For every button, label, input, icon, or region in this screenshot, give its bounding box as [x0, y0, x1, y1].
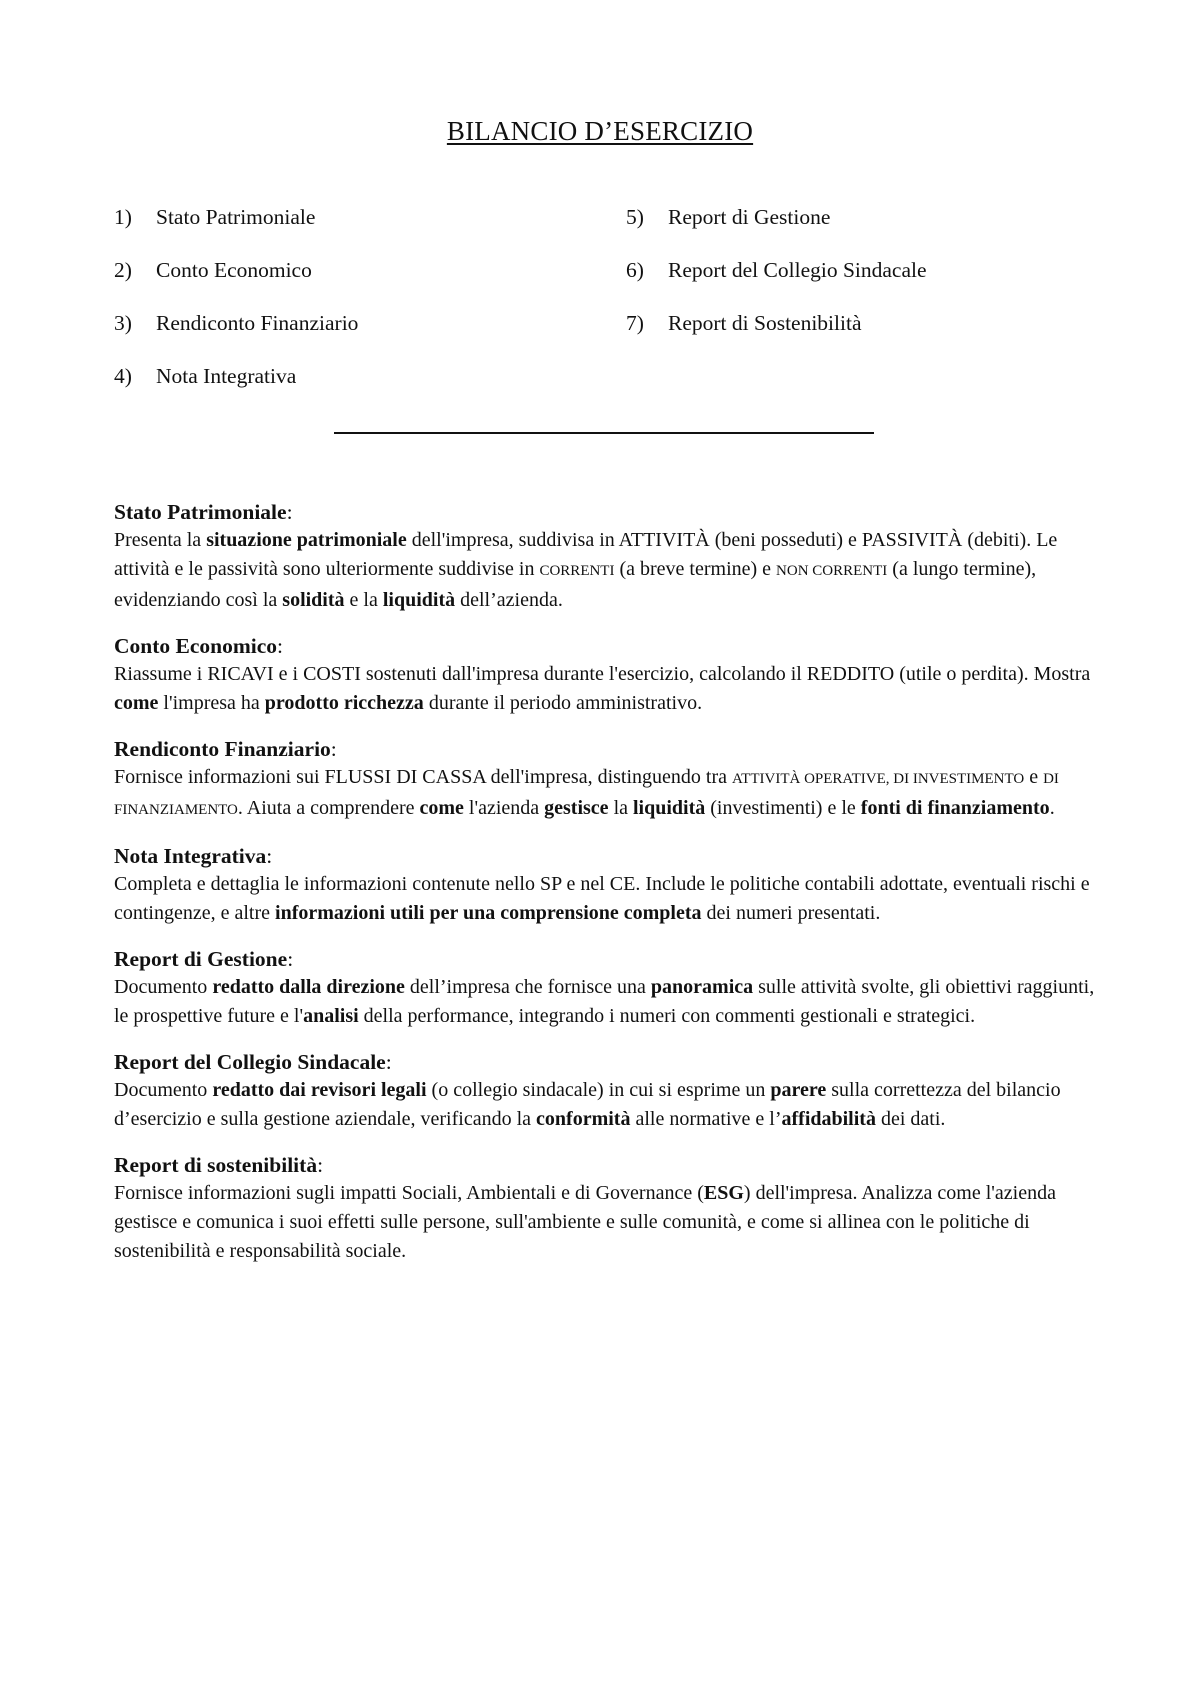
toc-item [114, 257, 358, 310]
body-text: alle normative e l’ [630, 1108, 782, 1130]
toc-label: Stato Patrimoniale [156, 205, 316, 229]
emphasis-text: affidabilità [781, 1108, 876, 1130]
emphasis-text: informazioni utili per una comprensione completa [275, 902, 702, 924]
body-text: (a lungo termine), evidenziando così la [114, 558, 1037, 611]
toc-number: 4) [114, 364, 132, 388]
emphasis-text: redatto dalla direzione [212, 976, 405, 998]
toc-label: Nota Integrativa [156, 364, 297, 388]
section-heading-text: Report di Gestione [114, 947, 288, 971]
section-body [114, 1179, 1099, 1266]
emphasis-text: come [419, 797, 464, 819]
body-text: Presenta la [114, 529, 207, 551]
section-heading-text: Nota Integrativa [114, 844, 267, 868]
body-text: sulla correttezza del bilancio d’esercizio e sulla gestione aziendale, verificando la [114, 1079, 1061, 1130]
section-heading-text: Report del Collegio Sindacale [114, 1050, 386, 1074]
section [114, 1151, 1099, 1266]
emphasis-text: fonti di finanziamento [860, 797, 1050, 819]
body-text: della performance, integrando i numeri con commenti gestionali e strategici. [358, 1005, 976, 1027]
section-heading-text: Report di sostenibilità [114, 1153, 318, 1177]
body-text: e [1024, 766, 1044, 788]
emphasis-text: conformità [536, 1108, 631, 1130]
toc-item [114, 204, 358, 257]
emphasis-text: come [114, 692, 159, 714]
document-title: BILANCIO D’ESERCIZIO [446, 116, 754, 146]
body-text: (a breve termine) e [614, 558, 777, 580]
section [114, 842, 1099, 928]
section-body [114, 870, 1099, 928]
section [114, 1048, 1099, 1134]
body-text: Documento [114, 976, 213, 998]
section-heading-text: Conto Economico [114, 634, 278, 658]
section-heading: Stato Patrimoniale: [114, 500, 293, 524]
toc-number: 5) [626, 205, 644, 229]
section-body [114, 763, 1099, 825]
body-text: la [608, 797, 633, 819]
body-text: sulle attività svolte, gli obiettivi raggiunti, le prospettive future e l' [114, 976, 1095, 1027]
body-text: l'impresa ha [158, 692, 265, 714]
body-text: dell’azienda. [455, 589, 563, 611]
toc-number: 2) [114, 258, 132, 282]
body-text: Fornisce informazioni sugli impatti Sociali, Ambientali e di Governance ( [114, 1182, 704, 1204]
toc-number: 3) [114, 311, 132, 335]
emphasis-text: panoramica [650, 976, 754, 998]
toc-label: Conto Economico [156, 258, 312, 282]
emphasis-text: situazione patrimoniale [206, 529, 407, 551]
emphasis-text: liquidità [382, 589, 456, 611]
smallcaps-text: DI FINANZIAMENTO [114, 771, 1059, 818]
body-text: dell’impresa che fornisce una [404, 976, 651, 998]
body-text: (o collegio sindacale) in cui si esprime un [426, 1079, 771, 1101]
section [114, 498, 1099, 615]
body-text: (investimenti) e le [705, 797, 861, 819]
toc-label: Report di Gestione [668, 205, 831, 229]
smallcaps-text: NON CORRENTI [776, 563, 888, 579]
body-text: Documento [114, 1079, 213, 1101]
section-heading-text: Rendiconto Finanziario [114, 737, 331, 761]
section [114, 945, 1099, 1031]
toc-number: 1) [114, 205, 132, 229]
body-text: durante il periodo amministrativo. [423, 692, 703, 714]
emphasis-text: prodotto ricchezza [264, 692, 424, 714]
body-text: . Aiuta a comprendere [237, 797, 420, 819]
body-text: Completa e dettaglia le informazioni contenute nello SP e nel CE. Include le politiche contabili adottate, eventuali rischi e contingenze, e altre [114, 873, 1090, 924]
section-body [114, 526, 1099, 615]
section-heading: Nota Integrativa: [114, 844, 273, 868]
body-text: dell'impresa, suddivisa in ATTIVITÀ (beni posseduti) e PASSIVITÀ (debiti). Le attività e le passività sono ulteriormente suddivise in [114, 529, 1058, 580]
body-text: Riassume i RICAVI e i COSTI sostenuti dall'impresa durante l'esercizio, calcolando il REDDITO (utile o perdita). Mostra [114, 663, 1091, 685]
body-text: Fornisce informazioni sui FLUSSI DI CASSA dell'impresa, distinguendo tra [114, 766, 733, 788]
sections-container [114, 498, 1099, 1283]
section-body [114, 660, 1099, 718]
toc-label: Report di Sostenibilità [668, 311, 862, 335]
body-text: ) dell'impresa. Analizza come l'azienda gestisce e comunica i suoi effetti sulle persone, sull'ambiente e sulle comunità, e come si allinea con le politiche di sostenibilità e responsabilità sociale. [114, 1182, 1056, 1262]
toc-label: Report del Collegio Sindacale [668, 258, 927, 282]
emphasis-text: solidità [282, 589, 345, 611]
emphasis-text: analisi [303, 1005, 359, 1027]
toc-item [114, 363, 358, 416]
toc-number: 6) [626, 258, 644, 282]
body-text: e la [344, 589, 383, 611]
body-text: . [1049, 797, 1055, 819]
toc-item [626, 204, 927, 257]
toc-item [114, 310, 358, 363]
body-text: dei numeri presentati. [701, 902, 881, 924]
section [114, 735, 1099, 825]
smallcaps-text: ATTIVITÀ OPERATIVE, DI INVESTIMENTO [732, 771, 1025, 787]
emphasis-text: ESG [703, 1182, 744, 1204]
toc-right-column [626, 204, 927, 363]
section-heading-text: Stato Patrimoniale [114, 500, 287, 524]
section-heading: Rendiconto Finanziario: [114, 737, 337, 761]
section [114, 632, 1099, 718]
toc-left-column [114, 204, 358, 416]
toc-number: 7) [626, 311, 644, 335]
section-heading: Report del Collegio Sindacale: [114, 1050, 392, 1074]
emphasis-text: liquidità [633, 797, 706, 819]
emphasis-text: redatto dai revisori legali [212, 1079, 427, 1101]
emphasis-text: gestisce [544, 797, 609, 819]
body-text: dei dati. [875, 1108, 946, 1130]
section-body [114, 1076, 1099, 1134]
horizontal-divider [334, 432, 874, 434]
section-heading: Report di Gestione: [114, 947, 294, 971]
toc-item [626, 310, 927, 363]
section-body [114, 973, 1099, 1031]
body-text: l'azienda [463, 797, 545, 819]
section-heading: Report di sostenibilità: [114, 1153, 324, 1177]
section-heading: Conto Economico: [114, 634, 284, 658]
smallcaps-text: CORRENTI [539, 563, 615, 579]
toc-item [626, 257, 927, 310]
toc-label: Rendiconto Finanziario [156, 311, 359, 335]
emphasis-text: parere [770, 1079, 827, 1101]
